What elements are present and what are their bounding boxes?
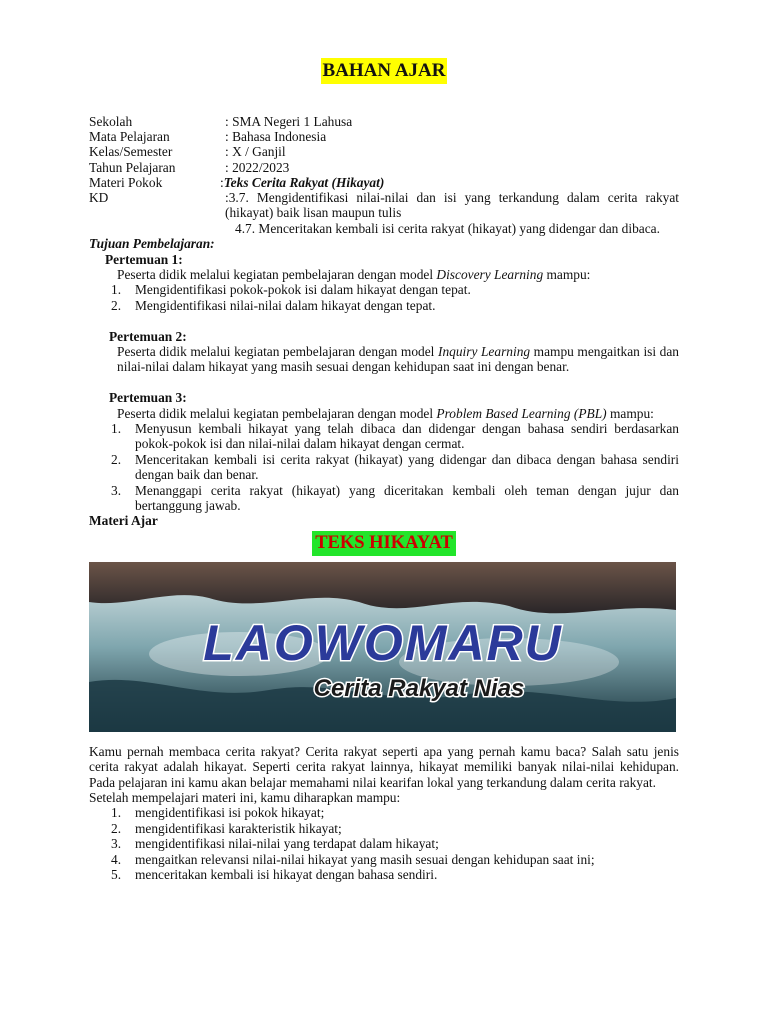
document-content [89,114,679,883]
list-number: 1. [111,805,122,821]
list-text: menceritakan kembali isi hikayat dengan bahasa sendiri. [135,867,438,883]
list-text: mengidentifikasi karakteristik hikayat; [135,820,342,836]
list-text: mengaitkan relevansi nilai-nilai hikayat yang masih sesuai dengan kehidupan saat ini; [135,851,595,867]
intro-text: Peserta didik melalui kegiatan pembelajaran dengan model [117,266,437,282]
list-text: Menanggapi cerita rakyat (hikayat) yang diceritakan kembali oleh teman dengan jujur dan bertanggung jawab. [135,482,679,514]
banner-artwork [89,562,676,732]
info-value: : 2022/2023 [225,159,290,175]
kd-item-4-7: 4.7. Menceritakan kembali isi cerita rakyat (hikayat) yang didengar dan dibaca. [235,220,660,236]
kd-item-3-7: :3.7. Mengidentifikasi nilai-nilai dan isi yang terkandung dalam cerita rakyat (hikayat) baik lisan maupun tulis [225,189,679,221]
pertemuan-2-intro [117,344,679,375]
intro-text: mampu: [606,405,654,421]
list-text: Mengidentifikasi nilai-nilai dalam hikayat dengan tepat. [135,297,436,313]
list-number: 1. [111,282,122,298]
info-value: : SMA Negeri 1 Lahusa [225,114,353,129]
spacer [89,375,679,390]
pertemuan-2-title: Pertemuan 2: [109,328,187,344]
list-number: 4. [111,851,122,867]
list-number: 3. [111,482,122,498]
list-number: 1. [111,421,122,436]
goals-intro: Setelah mempelajari materi ini, kamu diharapkan mampu: [89,790,401,806]
list-item [89,421,679,452]
list-number: 3. [111,836,122,852]
teks-hikayat-title: TEKS HIKAYAT [312,531,456,556]
info-value [220,175,679,190]
info-materi-pokok [89,175,679,190]
pertemuan-3-title: Pertemuan 3: [109,390,187,406]
materi-ajar-label: Materi Ajar [89,513,158,529]
pertemuan-3-list [89,421,679,513]
list-item [89,836,679,851]
story-banner-image [89,562,676,732]
info-sekolah [89,114,679,129]
list-item [89,483,679,514]
list-number: 2. [111,451,122,467]
pertemuan-3-intro [117,406,679,421]
info-label: Mata Pelajaran [89,129,170,145]
info-mapel [89,129,679,144]
list-item [89,821,679,836]
list-item [89,852,679,867]
intro-text: Peserta didik melalui kegiatan pembelajaran dengan model [117,405,437,421]
pertemuan-1-title: Pertemuan 1: [105,251,183,267]
model-name: Inquiry Learning [437,343,531,359]
list-text: mengidentifikasi isi pokok hikayat; [135,805,325,821]
info-tahun [89,160,679,175]
kd-list [225,190,679,236]
materi-pokok-value: Teks Cerita Rakyat (Hikayat) [223,174,385,190]
info-label: Kelas/Semester [89,144,173,160]
list-text: Menceritakan kembali isi cerita rakyat (hikayat) yang didengar dan dibaca dengan bahasa sendiri dengan baik dan benar. [135,451,679,483]
page-title: BAHAN AJAR [321,58,448,84]
list-text: mengidentifikasi nilai-nilai yang terdapat dalam hikayat; [135,836,439,852]
info-label: Materi Pokok [89,174,163,190]
info-colon: : [220,174,224,190]
info-label: KD [89,189,109,205]
banner-title: LAOWOMARU [203,614,563,671]
list-text: Menyusun kembali hikayat yang telah dibaca dan didengar dengan bahasa sendiri berdasarkan pokok-pokok isi dan nilai-nilai dalam hikayat dengan cermat. [135,421,679,452]
list-item [89,805,679,820]
list-number: 2. [111,297,122,313]
pertemuan-1-list [89,282,679,313]
list-item [89,298,679,313]
model-name: Problem Based Learning (PBL) [436,405,607,421]
tujuan-heading: Tujuan Pembelajaran: [89,236,215,252]
intro-text: mampu: [543,266,591,282]
intro-text: mampu mengaitkan isi dan nilai-nilai dalam hikayat yang masih sesuai dengan kehidupan saat ini dengan benar. [117,343,680,375]
info-label: Sekolah [89,114,133,129]
title-container [0,58,768,84]
list-text: Mengidentifikasi pokok-pokok isi dalam hikayat dengan tepat. [135,282,471,298]
goals-list [89,805,679,882]
teks-hikayat-container [89,531,679,556]
list-number: 5. [111,867,122,883]
intro-text: Peserta didik melalui kegiatan pembelajaran dengan model [117,343,438,359]
info-value: : X / Ganjil [225,144,286,160]
banner-subtitle: Cerita Rakyat Nias [313,674,525,702]
model-name: Discovery Learning [436,266,544,282]
info-kelas [89,144,679,159]
info-value: : Bahasa Indonesia [225,129,327,145]
info-kd [89,190,679,236]
list-item [89,452,679,483]
list-number: 2. [111,820,122,836]
list-item [89,282,679,297]
pertemuan-1-intro [117,267,679,282]
info-label: Tahun Pelajaran [89,159,176,175]
spacer [89,313,679,328]
list-item [89,867,679,882]
intro-paragraph: Kamu pernah membaca cerita rakyat? Cerita rakyat seperti apa yang pernah kamu baca? Salah satu jenis cerita rakyat adalah hikayat. Seperti cerita rakyat lainnya, hikayat memiliki banyak nilai-nilai kehidupan. Pada pelajaran ini kamu akan belajar memahami nilai kearifan lokal yang terkandung dalam cerita rakyat. [89,743,679,790]
